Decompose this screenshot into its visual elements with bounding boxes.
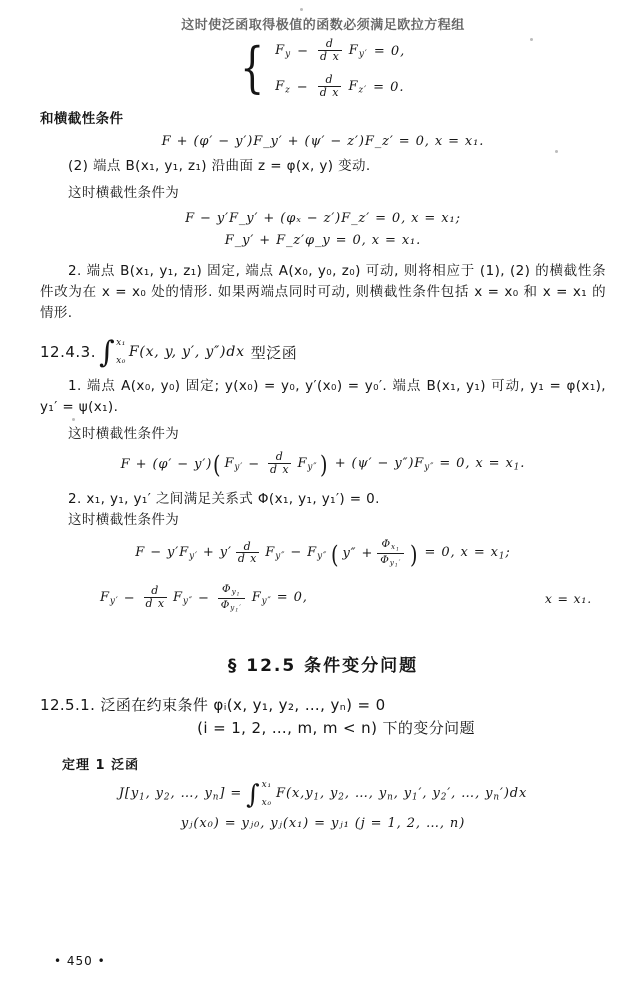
section-integrand: F(x, y, y′, y″)dx [128, 344, 245, 361]
equation-transversality-2a: F − y′F_y′ + (φₓ − z′)F_z′ = 0, x = x₁; [185, 211, 461, 227]
page-number: • 450 • [54, 954, 106, 968]
transversality-label-2: 这时横截性条件为 [68, 185, 180, 202]
paragraph-2: 2. 端点 B(x₁, y₁, z₁) 固定, 端点 A(x₀, y₀, z₀) 可动, 则将相应于 (1), (2) 的横截性条件改为在 x = x₀ 处的情形. 如果两端点同时可动, 则横截性条件包括 x = x₀ 和 x = x₁ 的情形. [40, 263, 606, 321]
scan-speck [555, 150, 558, 153]
integral-symbol: ∫ x₁ x₀ [98, 335, 126, 371]
equation-transversality-2b: F_y′ + F_z′φ_y = 0, x = x₁. [224, 233, 422, 249]
transversality-label-4: 这时横截性条件为 [68, 512, 180, 529]
equation-functional: $J[y_1$, $y_2$, …, $y_n$] = ∫ x₁ x₀ $F(x,y_1$, $y_2$, …, $y_n$, $y_1'$, $y_2'$, …, $y_n')dx$ [118, 779, 528, 811]
subsection-12-5-1-line2: (i = 1, 2, …, m, m < n) 下的变分问题 [197, 718, 475, 737]
equation-12-4-3-1: F + (φ′ − y′) ( $F_{y'}$ − $\frac{d}{\text{d x}}$ $F_{y''}$ ) + $(\psi' - y'')F_{y''} = 0$, $x = x_1$. [120, 450, 526, 480]
item-1-12-4-3: 1. 端点 A(x₀, y₀) 固定; y(x₀) = y₀, y′(x₀) = y₀′. 端点 B(x₁, y₁) 可动, y₁ = φ(x₁), y₁′ = ψ(x₁). [40, 378, 606, 416]
integral-lower-limit: x₀ [116, 356, 126, 367]
euler-equation-y: $F_y$ − $\frac{d}{\text{d x}}$ $F_{y'}$ = 0, [275, 37, 406, 63]
transversality-label-3: 这时横截性条件为 [68, 426, 180, 443]
equation-12-4-3-2a: $F - y'F_{y'} + y'$ $\frac{d}{\text{d x}}$ $F_{y''} - F_{y''}$ ( y″ + $\frac{\Phi_{x_1}}{\Phi_{y_1'}}$ ) = 0, $x = x_1$; [135, 538, 511, 569]
scan-speck [300, 8, 303, 11]
transversality-label-1: 和横截性条件 [40, 111, 124, 128]
top-partial-line: 这时使泛函取得极值的函数必须满足欧拉方程组 [181, 18, 465, 33]
integral-upper-limit: x₁ [116, 337, 126, 348]
functional-integral-upper: x₁ [261, 779, 273, 790]
theorem-label: 定理 1 泛函 [62, 757, 140, 773]
equation-12-4-3-2b-row [40, 576, 606, 621]
subsection-12-5-1-line1: 12.5.1. 泛函在约束条件 φᵢ(x, y₁, y₂, …, yₙ) = 0 [40, 695, 386, 714]
left-brace-glyph: { [239, 36, 264, 100]
functional-integral-lower: x₀ [261, 798, 273, 809]
equation-boundary-conditions: yⱼ(x₀) = yⱼ₀, yⱼ(x₁) = yⱼ₁ (j = 1, 2, …, n) [180, 815, 466, 831]
scan-speck [72, 418, 75, 421]
section-suffix: 型泛函 [250, 343, 298, 362]
item-2-line: (2) 端点 B(x₁, y₁, z₁) 沿曲面 z = φ(x, y) 变动. [68, 158, 371, 175]
equation-12-4-3-2b: $F_{y'}$ − $\frac{d}{\text{d x}}$ $F_{y''}$ − $\frac{\Phi_{y_1}}{\Phi_{y_1'}}$ $F_{y''} = 0$, [100, 583, 308, 614]
equation-12-4-3-2b-right: x = x₁. [544, 590, 592, 606]
section-number: 12.4.3. [40, 343, 96, 362]
section-title-12-5: § 12.5 条件变分问题 [227, 655, 419, 676]
equation-transversality-1: F + (φ′ − y′)F_y′ + (ψ′ − z′)F_z′ = 0, x = x₁. [161, 134, 485, 150]
scan-speck [530, 38, 533, 41]
item-2-12-4-3: 2. x₁, y₁, y₁′ 之间满足关系式 Φ(x₁, y₁, y₁′) = 0. [68, 491, 380, 508]
euler-equation-system [40, 36, 606, 100]
euler-equation-z: $F_z$ − $\frac{d}{\text{d x}}$ $F_{z'}$ = 0. [275, 73, 405, 99]
section-heading-12-4-3 [40, 335, 606, 371]
